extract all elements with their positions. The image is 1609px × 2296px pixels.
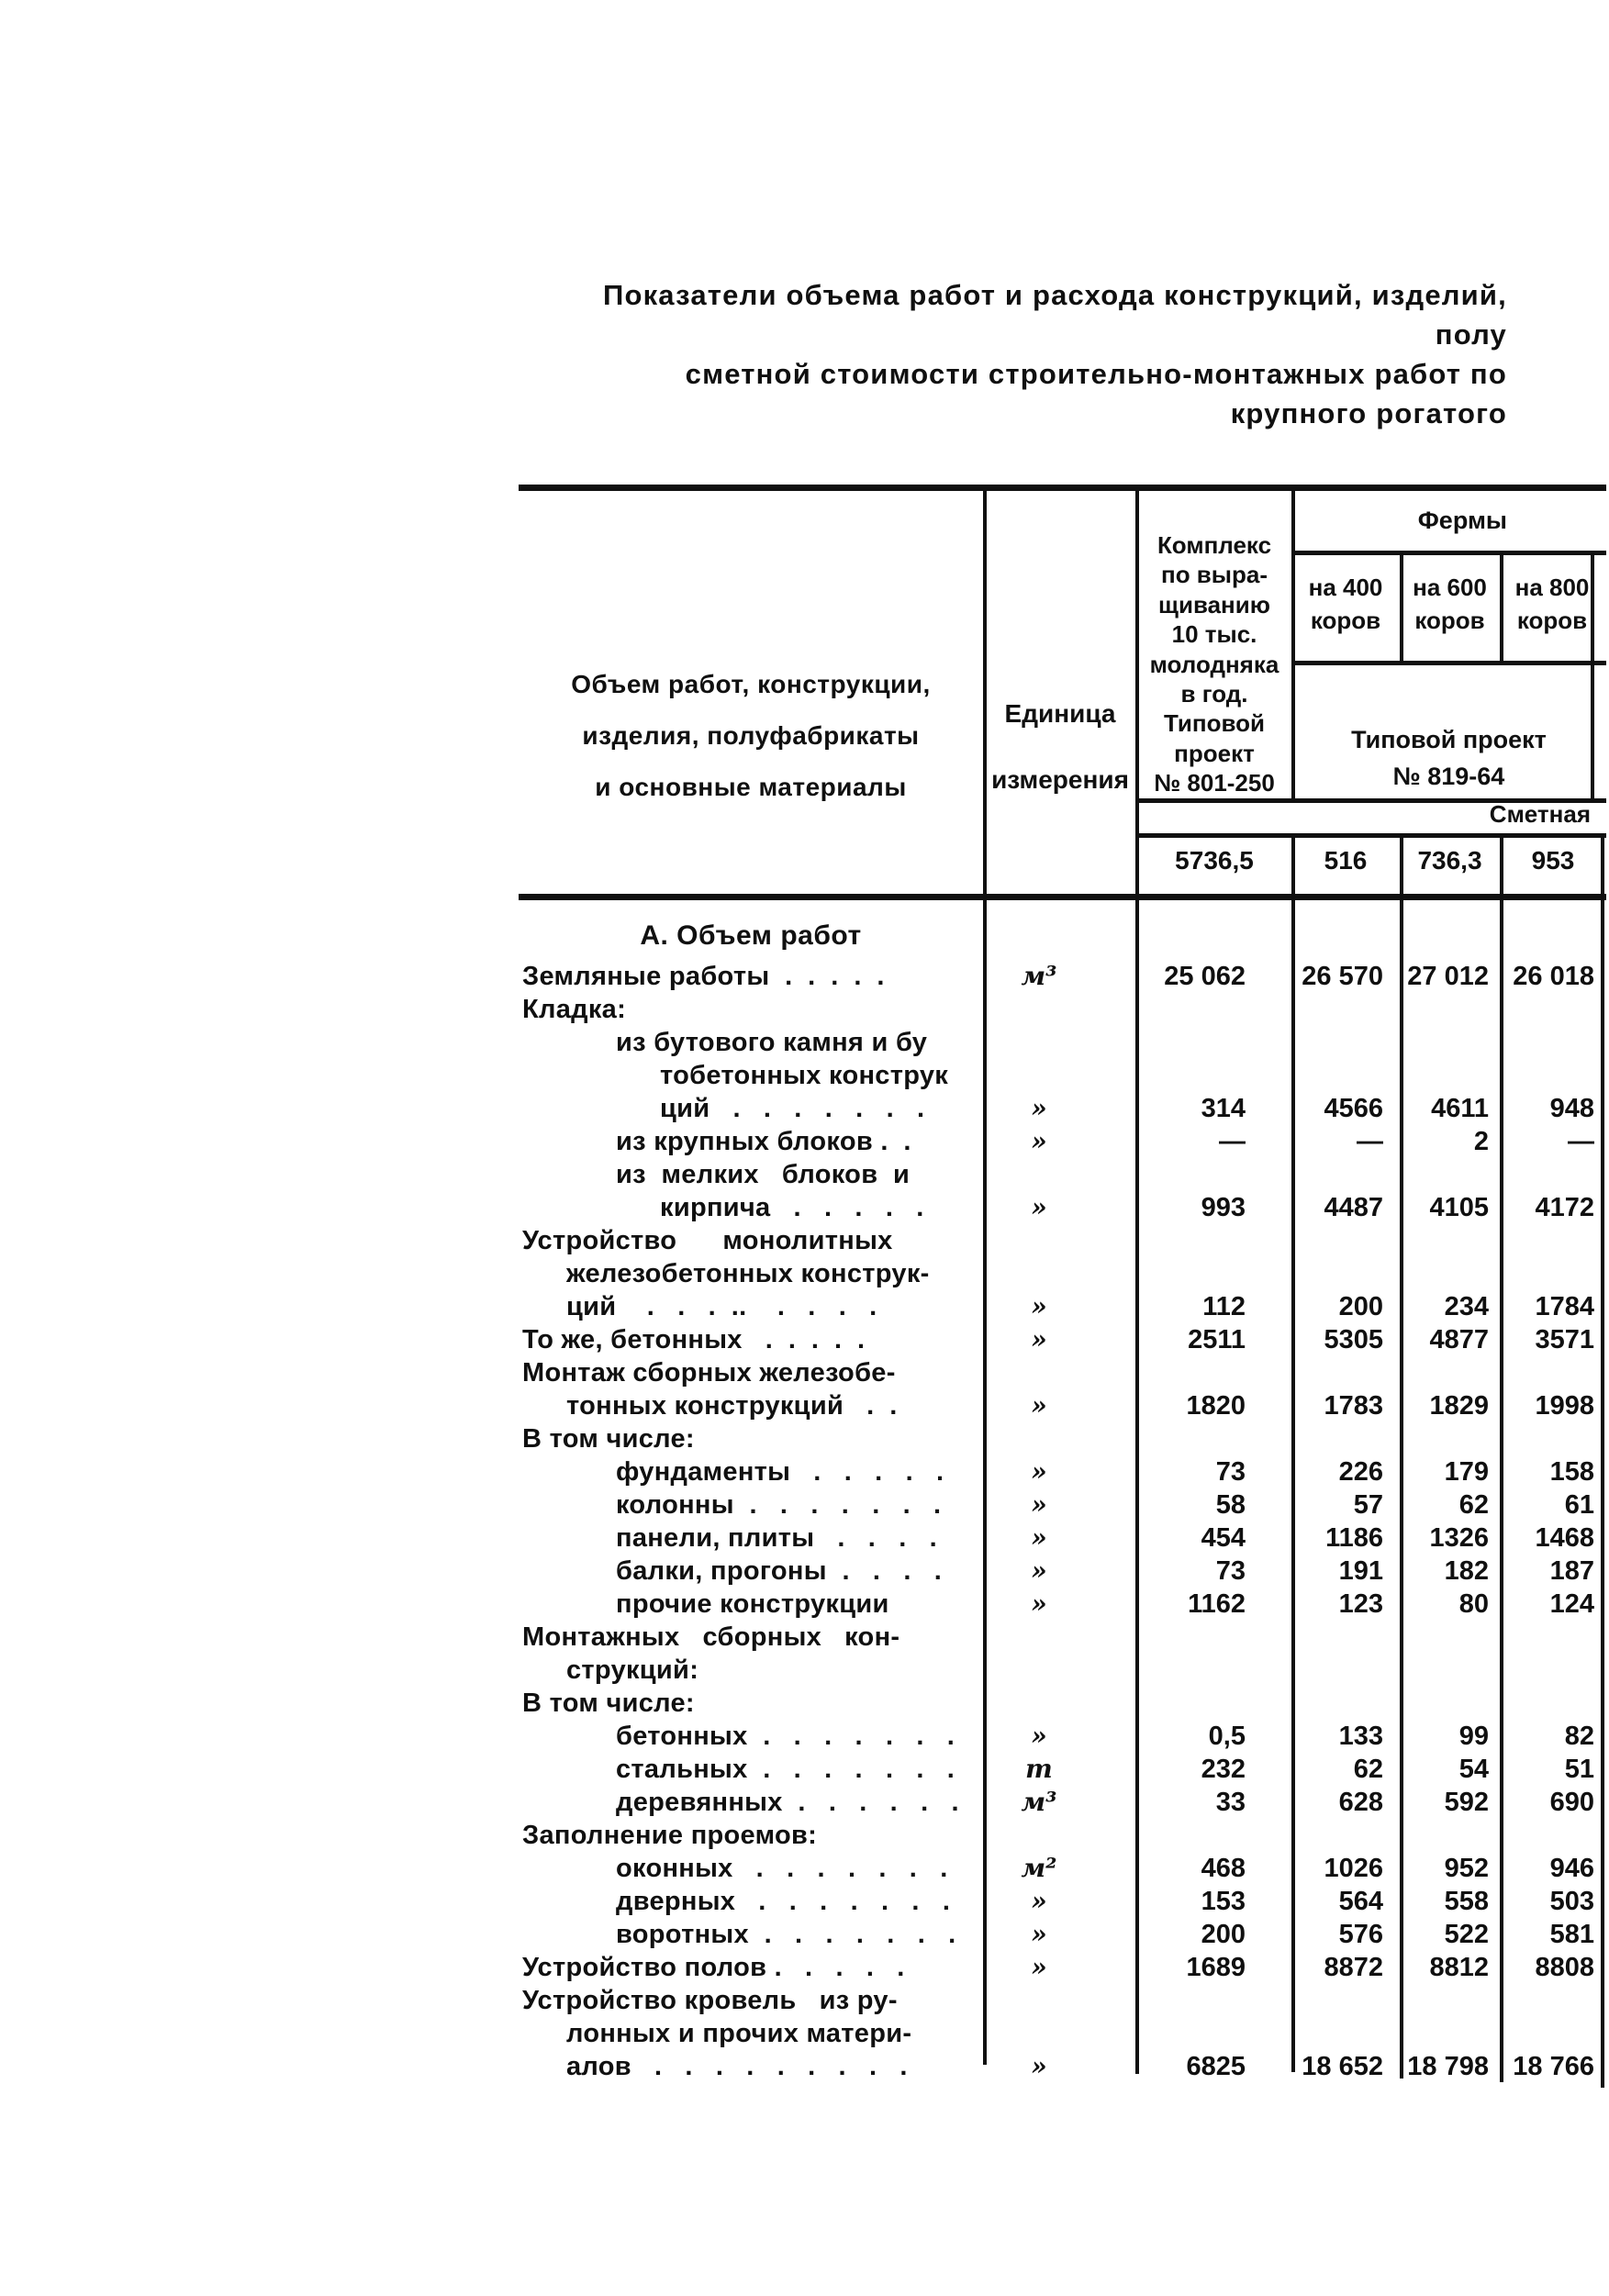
column-header-komplex: Комплекс по выра- щиванию 10 тыс. молодняка в год. Типовой проект № 801-250: [1149, 531, 1279, 797]
table-row: [519, 993, 1606, 1026]
table-row: [519, 1158, 1606, 1224]
row-value-1: 314: [1201, 1094, 1246, 1123]
row-label: из крупных блоков . .: [616, 1127, 911, 1156]
section-heading: А. Объем работ: [640, 920, 862, 951]
row-value-4: 18 766: [1513, 2052, 1594, 2081]
column-header-works-line: изделия, полуфабрикаты: [582, 721, 920, 750]
row-value-3: 558: [1444, 1887, 1489, 1916]
title-line-1: Показатели объема работ и расхода конструкций, изделий, полу: [602, 279, 1507, 351]
row-label: фундаменты . . . . .: [616, 1457, 944, 1487]
row-value-4: 61: [1564, 1490, 1594, 1520]
column-header-400-cows: на 400 коров: [1308, 574, 1383, 634]
row-value-2: 1186: [1325, 1523, 1383, 1553]
column-header-unit-line: Единица: [1004, 699, 1116, 728]
row-unit: »: [1031, 1952, 1047, 1982]
row-label: Устройство кровель из ру- лонных и прочих матери- алов . . . . . . . . .: [522, 1986, 912, 2081]
row-value-1: 200: [1201, 1920, 1246, 1949]
row-label: стальных . . . . . . .: [616, 1755, 955, 1784]
row-value-3: 1829: [1429, 1391, 1489, 1421]
table-rows: [519, 960, 1606, 2083]
table-row: [519, 1455, 1606, 1488]
title-line-2: сметной стоимости строительно-монтажных работ по: [685, 358, 1507, 390]
table-row: [519, 1026, 1606, 1125]
row-label: балки, прогоны . . . .: [616, 1556, 943, 1586]
table-row: [519, 1422, 1606, 1455]
row-value-2: 226: [1338, 1457, 1383, 1487]
row-label: В том числе:: [522, 1424, 695, 1454]
row-label: дверных . . . . . . .: [616, 1887, 951, 1916]
table-row: [519, 1918, 1606, 1951]
row-value-3: 179: [1444, 1457, 1489, 1487]
row-value-4: 82: [1564, 1722, 1594, 1751]
row-value-3: 1326: [1429, 1523, 1489, 1553]
row-unit: »: [1031, 1721, 1047, 1751]
column-header-works-line: Объем работ, конструкции,: [571, 670, 931, 698]
row-value-3: 592: [1444, 1788, 1489, 1817]
row-value-1: 454: [1201, 1523, 1246, 1553]
row-value-2: 1026: [1324, 1854, 1383, 1883]
row-unit: м³: [1021, 1787, 1057, 1817]
group-header-smetnaya: Сметная: [1489, 800, 1591, 828]
row-value-3: 522: [1444, 1920, 1489, 1949]
table-row: [519, 1588, 1606, 1621]
row-value-3: 182: [1444, 1556, 1489, 1586]
table-row: [519, 1488, 1606, 1521]
row-label: прочие конструкции: [616, 1589, 889, 1619]
row-value-1: 1689: [1186, 1953, 1246, 1982]
row-value-3: 62: [1458, 1490, 1489, 1520]
row-value-2: 5305: [1324, 1325, 1383, 1354]
row-value-4: 124: [1549, 1589, 1594, 1619]
table-row: [519, 1555, 1606, 1588]
row-value-3: 99: [1458, 1722, 1489, 1751]
table-row: [519, 960, 1606, 993]
row-unit: »: [1031, 1886, 1047, 1916]
row-value-2: 1783: [1324, 1391, 1383, 1421]
row-value-4: 1998: [1535, 1391, 1594, 1421]
table-top-rule: [519, 485, 1606, 491]
row-value-1: 6825: [1186, 2052, 1246, 2081]
row-label: панели, плиты . . . .: [616, 1523, 938, 1553]
row-value-3: 27 012: [1407, 962, 1489, 991]
row-label: Монтаж сборных железобе- тонных конструкций . .: [522, 1358, 898, 1421]
group-header-fermy: Фермы: [1417, 507, 1507, 534]
header-value: 736,3: [1417, 846, 1482, 875]
row-value-1: 1162: [1188, 1589, 1246, 1619]
row-value-3: 80: [1458, 1589, 1489, 1619]
row-value-3: 8812: [1429, 1953, 1489, 1982]
row-value-4: 4172: [1535, 1193, 1594, 1222]
header-value: 516: [1324, 846, 1368, 875]
document-title: [528, 275, 1507, 433]
column-header-works: [519, 659, 983, 813]
row-value-4: 158: [1549, 1457, 1594, 1487]
row-value-4: 3571: [1535, 1325, 1594, 1354]
row-label: бетонных . . . . . . .: [616, 1722, 955, 1751]
row-value-1: 73: [1215, 1556, 1246, 1586]
table-row: [519, 1521, 1606, 1555]
row-value-4: 187: [1549, 1556, 1594, 1586]
row-value-3: 4611: [1431, 1094, 1489, 1123]
table-row: [519, 1819, 1606, 1852]
table-row: [519, 1125, 1606, 1158]
row-value-1: 25 062: [1164, 962, 1246, 991]
row-value-2: 4566: [1324, 1094, 1383, 1123]
table-row: [519, 1753, 1606, 1786]
table-row: [519, 1951, 1606, 1984]
title-line-3: крупного рогатого: [1230, 397, 1507, 429]
row-value-1: 0,5: [1208, 1722, 1246, 1751]
row-value-1: 153: [1201, 1887, 1246, 1916]
row-unit: »: [1031, 1324, 1047, 1354]
column-header-unit-line: измерения: [991, 765, 1129, 794]
table-body: [519, 908, 1606, 2083]
row-value-2: 18 652: [1302, 2052, 1383, 2081]
data-table: [519, 485, 1606, 2127]
row-value-4: 690: [1549, 1788, 1594, 1817]
header-bottom-rule: [519, 894, 1606, 900]
row-unit: »: [1031, 1093, 1047, 1123]
group-header-tipovoy-proekt: Типовой проект № 819-64: [1351, 726, 1547, 790]
row-label: воротных . . . . . . .: [616, 1920, 956, 1949]
row-unit: »: [1031, 1522, 1047, 1553]
fermy-underline-rule: [1291, 551, 1606, 555]
row-value-2: —: [1357, 1127, 1383, 1156]
row-value-2: 62: [1353, 1755, 1383, 1784]
row-unit: »: [1031, 1192, 1047, 1222]
row-value-1: 73: [1215, 1457, 1246, 1487]
row-value-2: 8872: [1324, 1953, 1383, 1982]
row-value-1: —: [1219, 1127, 1246, 1156]
header-value: 953: [1531, 846, 1575, 875]
row-unit: »: [1031, 1919, 1047, 1949]
row-value-4: 1468: [1535, 1523, 1594, 1553]
row-unit: м²: [1021, 1853, 1057, 1883]
row-value-2: 200: [1338, 1292, 1383, 1321]
smetnaya-bottom-rule: [1137, 833, 1606, 838]
row-value-1: 993: [1201, 1193, 1246, 1222]
row-value-4: 948: [1549, 1094, 1594, 1123]
row-value-3: 4877: [1429, 1325, 1489, 1354]
row-value-4: 1784: [1535, 1292, 1594, 1321]
row-value-2: 57: [1353, 1490, 1383, 1520]
row-label: из мелких блоков и кирпича . . . . .: [616, 1160, 924, 1222]
column-header-800-cows: на 800 коров: [1514, 574, 1590, 634]
header-values-row: [1137, 846, 1606, 875]
row-unit: »: [1031, 1390, 1047, 1421]
column-header-unit: [987, 681, 1134, 813]
row-value-1: 2511: [1188, 1325, 1246, 1354]
table-row: [519, 1621, 1606, 1687]
row-value-3: 4105: [1429, 1193, 1489, 1222]
table-row: [519, 1984, 1606, 2083]
row-unit: »: [1031, 1291, 1047, 1321]
table-row: [519, 1852, 1606, 1885]
table-row: [519, 1224, 1606, 1323]
row-value-1: 468: [1201, 1854, 1246, 1883]
row-label: оконных . . . . . . .: [616, 1854, 948, 1883]
row-label: Монтажных сборных кон- струкций:: [522, 1622, 900, 1685]
row-value-4: 26 018: [1513, 962, 1594, 991]
row-value-1: 1820: [1186, 1391, 1246, 1421]
row-value-2: 564: [1338, 1887, 1383, 1916]
row-label: из бутового камня и бу тобетонных конструк ций . . . . . . .: [616, 1028, 949, 1123]
row-label: деревянных . . . . . .: [616, 1788, 959, 1817]
row-value-4: 946: [1549, 1854, 1594, 1883]
subcols-underline-rule: [1291, 661, 1606, 665]
row-unit: »: [1031, 1588, 1047, 1619]
row-label: колонны . . . . . . .: [616, 1490, 942, 1520]
row-value-1: 58: [1215, 1490, 1246, 1520]
row-value-1: 33: [1215, 1788, 1246, 1817]
row-label: Устройство монолитных железобетонных конструк- ций . . . .. . . . .: [522, 1226, 930, 1321]
row-unit: м³: [1021, 961, 1057, 991]
row-value-3: 54: [1458, 1755, 1489, 1784]
row-value-4: —: [1568, 1127, 1594, 1156]
row-value-2: 576: [1338, 1920, 1383, 1949]
row-value-2: 191: [1338, 1556, 1383, 1586]
row-value-1: 232: [1201, 1755, 1246, 1784]
table-row: [519, 1786, 1606, 1819]
row-value-4: 51: [1564, 1755, 1594, 1784]
row-unit: »: [1031, 1126, 1047, 1156]
row-label: Кладка:: [522, 995, 627, 1024]
header-value: 5736,5: [1175, 846, 1254, 875]
row-unit: »: [1031, 1456, 1047, 1487]
row-value-2: 628: [1338, 1788, 1383, 1817]
row-unit: т: [1025, 1754, 1053, 1784]
row-unit: »: [1031, 2051, 1047, 2081]
table-row: [519, 1885, 1606, 1918]
row-value-2: 123: [1338, 1589, 1383, 1619]
row-unit: »: [1031, 1489, 1047, 1520]
row-label: Земляные работы . . . . .: [522, 962, 885, 991]
row-value-2: 26 570: [1302, 962, 1383, 991]
row-label: В том числе:: [522, 1689, 695, 1718]
table-row: [519, 1687, 1606, 1720]
row-value-4: 503: [1549, 1887, 1594, 1916]
row-label: Устройство полов . . . . .: [522, 1953, 905, 1982]
row-value-3: 952: [1444, 1854, 1489, 1883]
table-row: [519, 1720, 1606, 1753]
column-header-works-line: и основные материалы: [595, 773, 907, 801]
row-value-3: 18 798: [1407, 2052, 1489, 2081]
row-label: Заполнение проемов:: [522, 1821, 818, 1850]
row-value-2: 133: [1338, 1722, 1383, 1751]
table-row: [519, 1356, 1606, 1422]
row-value-4: 8808: [1535, 1953, 1594, 1982]
row-value-4: 581: [1549, 1920, 1594, 1949]
row-value-2: 4487: [1324, 1193, 1383, 1222]
column-header-600-cows: на 600 коров: [1413, 574, 1487, 634]
row-value-3: 2: [1473, 1127, 1489, 1156]
row-value-3: 234: [1444, 1292, 1489, 1321]
row-value-1: 112: [1202, 1292, 1246, 1321]
row-unit: »: [1031, 1555, 1047, 1586]
table-row: [519, 1323, 1606, 1356]
row-label: То же, бетонных . . . . .: [522, 1325, 866, 1354]
